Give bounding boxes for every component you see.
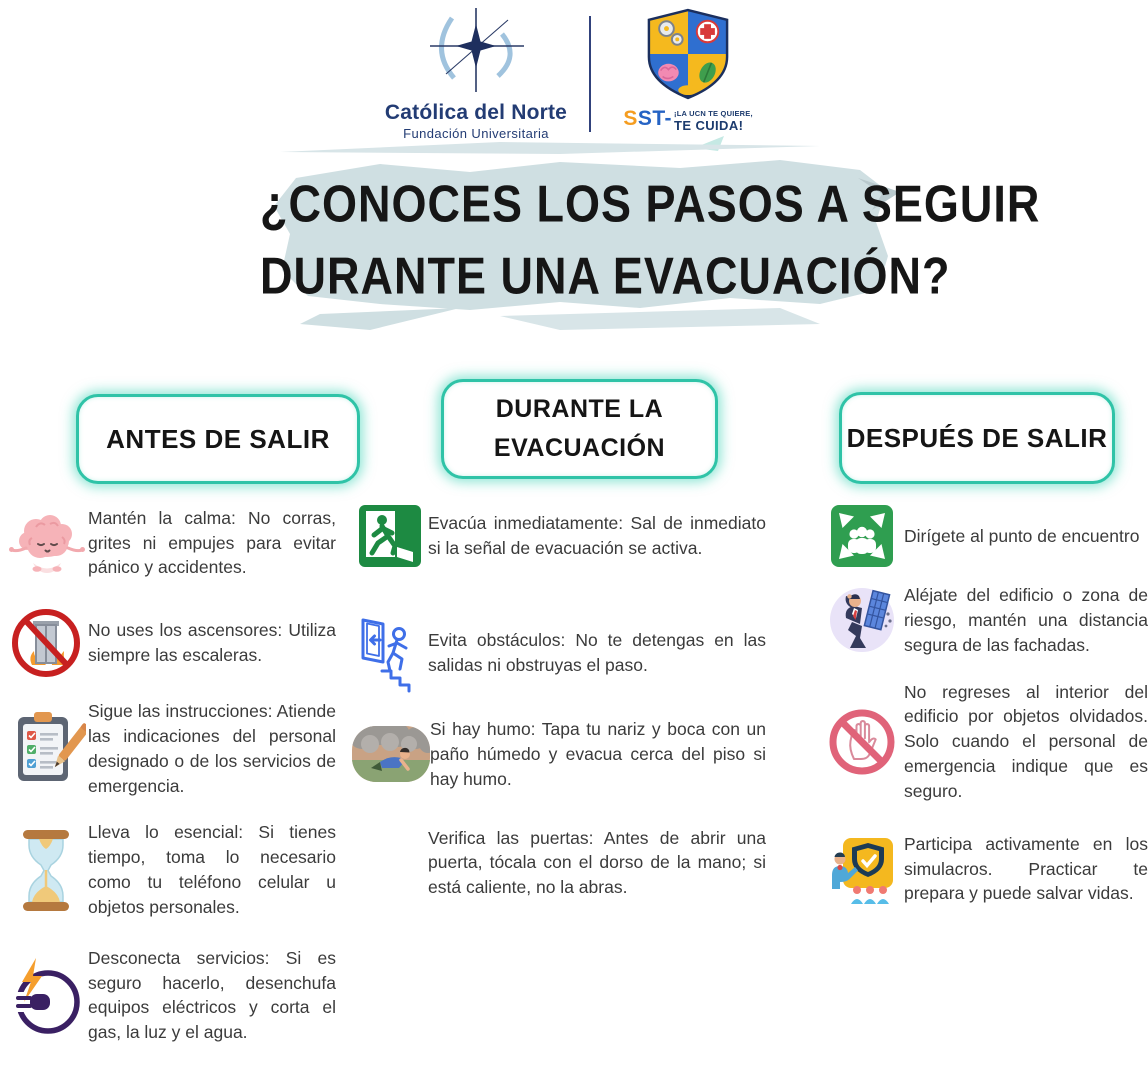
no-elevator-icon	[4, 607, 88, 679]
title-line-2: DURANTE UNA EVACUACIÓN?	[260, 245, 951, 305]
item-text: Mantén la calma: No corras, grites ni empujes para evitar pánico y accidentes.	[88, 507, 336, 578]
item-text: Lleva lo esencial: Si tienes tiempo, toma lo necesario como tu teléfono celular u objetos personales.	[88, 822, 336, 917]
list-item	[4, 699, 336, 798]
meeting-point-icon	[820, 505, 904, 567]
sst-logo-block	[613, 6, 763, 133]
hourglass-icon	[4, 828, 88, 913]
logo-divider	[589, 16, 591, 132]
move-away-building-icon	[820, 586, 904, 654]
item-text: Evacúa inmediatamente: Sal de inmediato si la señal de evacuación se activa.	[428, 513, 766, 558]
item-text: Participa activamente en los simulacros. Practicar te prepara y puede salvar vidas.	[904, 833, 1148, 904]
meditating-brain-icon	[4, 503, 88, 583]
compass-star-icon	[410, 81, 542, 98]
sst-acronym-rest: ST-	[637, 107, 673, 130]
header-logos	[0, 6, 1148, 141]
stairs-exit-icon	[352, 613, 428, 693]
sst-shield-icon	[645, 89, 731, 106]
sst-slogan-top: ¡LA UCN TE QUIERE,	[674, 109, 753, 118]
sst-wordmark	[613, 107, 763, 133]
column-header-antes: ANTES DE SALIR	[76, 394, 360, 484]
list-item	[352, 613, 766, 693]
list-item	[4, 946, 336, 1045]
university-subtitle: Fundación Universitaria	[403, 126, 549, 141]
column-header-despues: DESPUÉS DE SALIR	[839, 392, 1115, 484]
item-text: Evita obstáculos: No te detengas en las salidas ni obstruyas el paso.	[428, 630, 766, 675]
drill-participation-icon	[820, 834, 904, 904]
item-text: Verifica las puertas: Antes de abrir una puerta, tócala con el dorso de la mano; si está caliente, no la abras.	[428, 827, 766, 898]
list-item	[820, 680, 1148, 804]
list-item	[352, 717, 766, 792]
emergency-exit-icon	[352, 505, 428, 567]
unplug-icon	[4, 956, 88, 1034]
sst-acronym-first: S	[623, 107, 638, 130]
sst-slogan-bottom: TE CUIDA!	[674, 118, 744, 133]
list-item	[820, 505, 1148, 567]
list-item	[820, 832, 1148, 907]
clipboard-checklist-icon	[4, 709, 88, 789]
item-text: Aléjate del edificio o zona de riesgo, mantén una distancia segura de las fachadas.	[904, 585, 1148, 655]
no-reentry-hand-icon	[820, 707, 904, 777]
column-despues	[820, 505, 1148, 906]
item-text: No uses los ascensores: Utiliza siempre las escaleras.	[88, 620, 336, 665]
list-item	[4, 820, 336, 919]
university-logo-block	[385, 6, 567, 141]
item-text: Dirígete al punto de encuentro	[904, 525, 1140, 546]
list-item	[352, 826, 766, 901]
title-block	[260, 138, 1041, 353]
item-text: Si hay humo: Tapa tu nariz y boca con un paño húmedo y evacua cerca del piso si hay humo.	[430, 719, 766, 789]
item-text: Sigue las instrucciones: Atiende las indicaciones del personal designado o de los servicios de emergencia.	[88, 701, 336, 796]
column-antes	[4, 503, 336, 1045]
title-line-1: ¿CONOCES LOS PASOS A SEGUIR	[260, 173, 1041, 233]
item-text: No regreses al interior del edificio por objetos olvidados. Solo cuando el personal de emergencia indique que es seguro.	[904, 681, 1148, 801]
sst-slogan	[674, 107, 753, 133]
item-text: Desconecta servicios: Si es seguro hacerlo, desenchufa equipos eléctricos y corta el gas, la luz y el agua.	[88, 947, 336, 1043]
list-item	[820, 583, 1148, 658]
column-header-durante: DURANTE LA EVACUACIÓN	[441, 379, 718, 479]
list-item	[4, 607, 336, 679]
column-durante	[352, 505, 766, 900]
list-item	[352, 505, 766, 567]
list-item	[4, 503, 336, 583]
crawl-under-smoke-icon	[352, 726, 430, 782]
university-name: Católica del Norte	[384, 101, 568, 124]
